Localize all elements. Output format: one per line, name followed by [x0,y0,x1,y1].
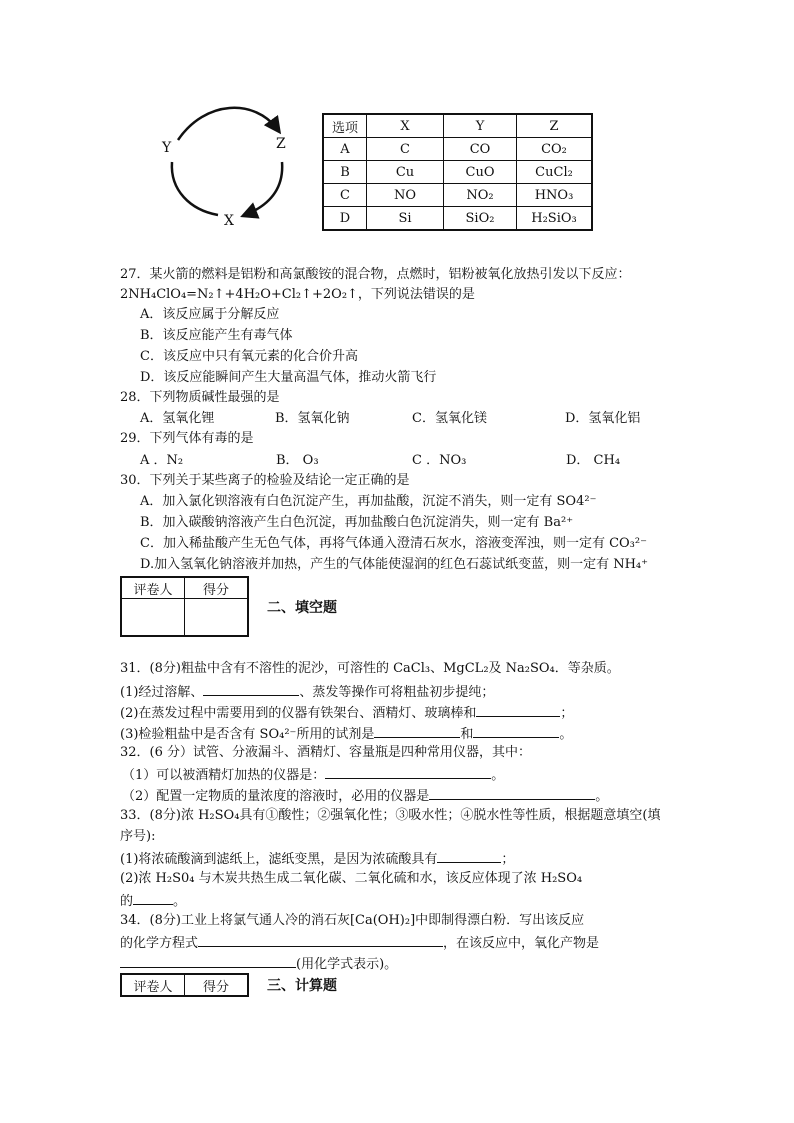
q33-part2-text2: 。 [173,894,187,909]
q31-blank2[interactable] [476,703,560,717]
q29-stem: 29．下列气体有毒的是 [120,431,254,446]
q27-option-d: D．该反应能瞬间产生大量高温气体，推动火箭飞行 [140,370,437,385]
options-cell: A [323,138,367,161]
options-cell: C [323,184,367,207]
options-cell: C [367,138,444,161]
q29-option-d: D． CH₄ [566,453,621,468]
section2-title: 二、填空题 [267,600,337,616]
options-cell: CuCl₂ [517,161,593,184]
q28-option-d: D．氢氧化铝 [565,411,641,426]
options-cell: SiO₂ [444,207,517,231]
q31-part3-text3: 。 [559,727,573,742]
q27-stem: 27．某火箭的燃料是铝粉和高氯酸铵的混合物，点燃时，铝粉被氧化放热引发以下反应： [120,267,631,282]
options-row [323,207,592,231]
q30-stem: 30．下列关于某些离子的检验及结论一定正确的是 [120,473,410,488]
q34-blank2[interactable] [120,954,296,968]
options-table [322,113,593,231]
options-cell: NO₂ [444,184,517,207]
options-cell: D [323,207,367,231]
q34-stem: 34．(8分)工业上将氯气通人冷的消石灰[Ca(OH)₂]中即制得漂白粉．写出该反应 [120,913,585,928]
q32-stem: 32．(6 分）试管、分液漏斗、酒精灯、容量瓶是四种常用仪器，其中： [120,745,532,760]
q34-part1 [120,933,599,953]
q33-part1-text2: ； [501,852,515,867]
q31-part2-text: (2)在蒸发过程中需要用到的仪器有铁架台、酒精灯、玻璃棒和 [120,706,477,721]
q32-part2-text: （2）配置一定物质的量浓度的溶液时，必用的仪器是 [122,789,430,804]
q32-blank2[interactable] [429,786,595,800]
q33-part2-cont [120,891,186,911]
q32-part1-text2: 。 [491,768,505,783]
q32-part1 [122,765,504,785]
q28-option-b: B．氢氧化钠 [275,411,350,426]
q31-part3 [120,724,572,744]
q28-option-c: C．氢氧化镁 [412,411,487,426]
q30-option-a: A．加入氯化钡溶液有白色沉淀产生，再加盐酸，沉淀不消失，则一定有 SO4²⁻ [140,494,597,509]
q29-option-b: B． O₃ [276,453,319,468]
options-row [323,184,592,207]
options-header: Z [517,114,593,138]
cycle-arc-top [178,108,278,140]
options-header-row [323,114,592,138]
q31-part1 [120,682,494,702]
options-cell: Cu [367,161,444,184]
q27-option-b: B．该反应能产生有毒气体 [140,328,293,343]
q33-stem-cont: 序号): [120,829,156,844]
q34-part2-text: (用化学式表示)。 [296,957,398,972]
score-cell [185,599,249,637]
q34-blank1[interactable] [198,933,443,947]
options-cell: NO [367,184,444,207]
grader-label: 评卷人 [121,577,185,599]
q31-part1-text: (1)经过溶解、 [120,685,204,700]
q31-part2-text2: ； [560,706,574,721]
options-cell: HNO₃ [517,184,593,207]
q31-blank4[interactable] [473,724,559,738]
options-header: X [367,114,444,138]
q27-equation: 2NH₄ClO₄=N₂↑+4H₂O+Cl₂↑+2O₂↑，下列说法错误的是 [120,287,475,302]
cycle-arc-right [245,162,282,215]
q32-part2 [122,786,608,806]
options-row [323,138,592,161]
q30-option-b: B．加入碳酸钠溶液产生白色沉淀，再加盐酸白色沉淀消失，则一定有 Ba²⁺ [140,515,574,530]
cycle-label-y: Y [162,140,172,156]
cycle-arc-left [172,162,218,215]
q31-part1-text2: 、蒸发等操作可将粗盐初步提纯； [299,685,495,700]
q34-part2 [120,954,397,974]
score-label: 得分 [185,577,249,599]
q30-option-d: D.加入氢氧化钠溶液并加热，产生的气体能使湿润的红色石蕊试纸变蓝，则一定有 NH₄⁺ [140,557,649,572]
section3-score-box [120,973,249,997]
q31-part3-text: (3)检验粗盐中是否含有 SO₄²⁻所用的试剂是 [120,727,375,742]
q29-option-c: C ．NO₃ [412,453,467,468]
cycle-label-z: Z [276,136,286,152]
q29-option-a: A ．N₂ [140,453,184,468]
q33-part1-text: (1)将浓硫酸滴到滤纸上，滤纸变黑，是因为浓硫酸具有 [120,852,438,867]
section3-title: 三、计算题 [267,978,337,994]
q34-part1-text: 的化学方程式 [120,936,199,951]
q32-blank1[interactable] [325,765,491,779]
options-cell: CO₂ [517,138,593,161]
options-cell: H₂SiO₃ [517,207,593,231]
q28-stem: 28．下列物质碱性最强的是 [120,390,280,405]
options-cell: Si [367,207,444,231]
grader-cell [121,599,185,637]
q33-blank1[interactable] [437,849,501,863]
q33-blank2[interactable] [133,891,173,905]
cycle-label-x: X [224,213,234,229]
grader-label: 评卷人 [121,974,185,996]
options-header: Y [444,114,517,138]
section2-score-box [120,576,249,637]
q31-part3-text2: 和 [460,727,474,742]
q32-part1-text: （1）可以被酒精灯加热的仪器是： [122,768,326,783]
options-cell: B [323,161,367,184]
q31-blank3[interactable] [374,724,460,738]
q30-option-c: C．加入稀盐酸产生无色气体，再将气体通入澄清石灰水，溶液变浑浊，则一定有 CO₃²⁻ [140,536,647,551]
q31-blank1[interactable] [203,682,299,696]
options-cell: CuO [444,161,517,184]
q33-stem: 33．(8分)浓 H₂SO₄具有①酸性；②强氧化性；③吸水性；④脱水性等性质，根据题意填空(填 [120,808,661,823]
score-label: 得分 [185,974,249,996]
q34-part1-text2: ，在该反应中，氧化产物是 [443,936,600,951]
q33-part2-text: 的 [120,894,134,909]
q31-stem: 31．(8分)粗盐中含有不溶性的泥沙，可溶性的 CaCl₃、MgCL₂及 Na₂SO₄．等杂质。 [120,661,620,676]
q27-option-c: C．该反应中只有氧元素的化合价升高 [140,349,358,364]
options-header: 选项 [323,114,367,138]
q27-option-a: A．该反应属于分解反应 [140,307,280,322]
q32-part2-text2: 。 [595,789,609,804]
options-cell: CO [444,138,517,161]
q33-part2: (2)浓 H₂S0₄ 与木炭共热生成二氧化碳、二氧化硫和水，该反应体现了浓 H₂SO₄ [120,871,583,886]
q28-option-a: A．氢氧化锂 [140,411,215,426]
options-row [323,161,592,184]
q33-part1 [120,849,514,869]
q31-part2 [120,703,573,723]
